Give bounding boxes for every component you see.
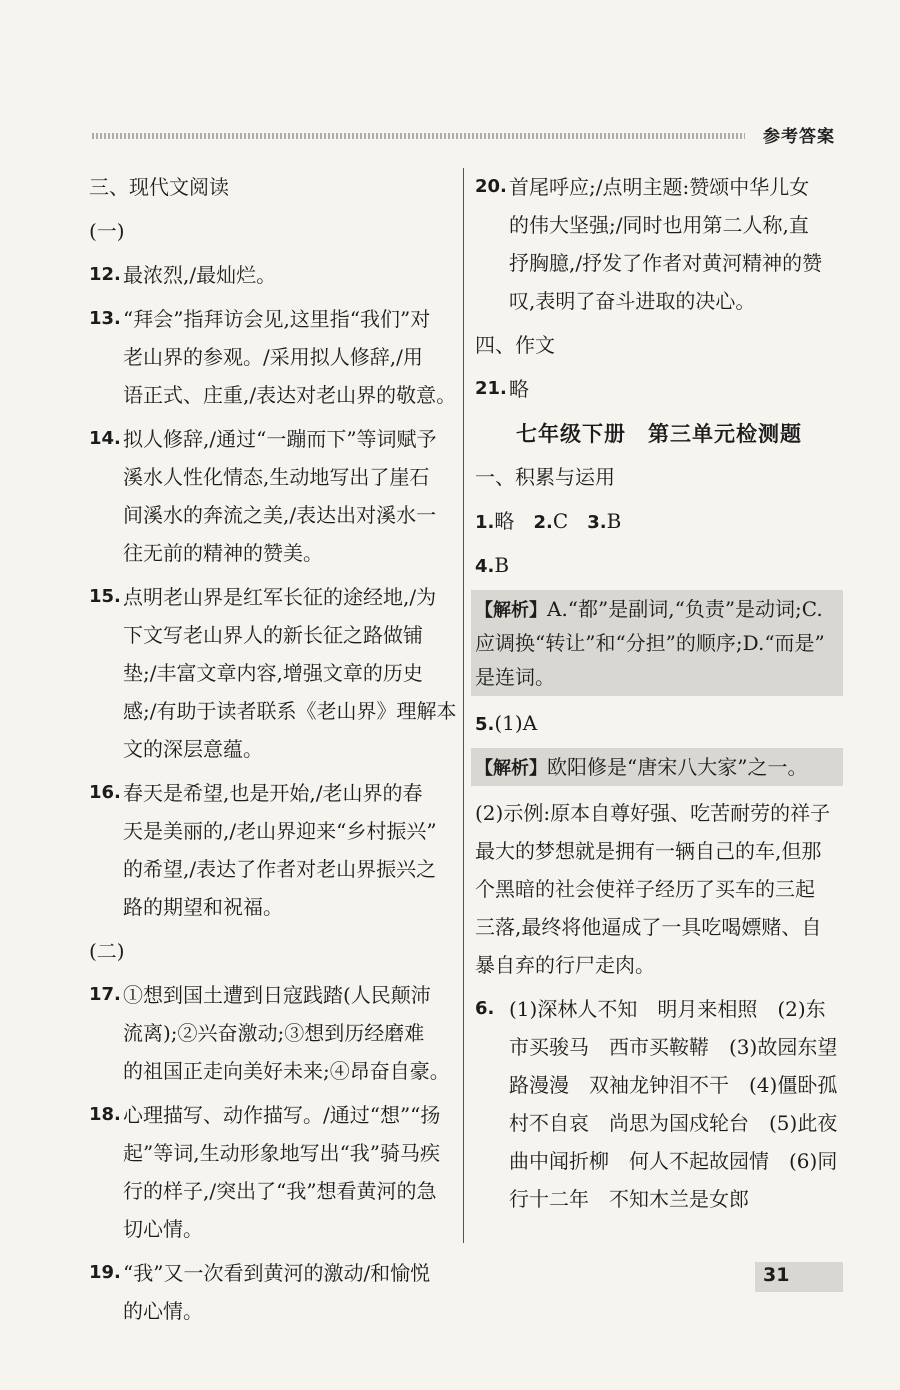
answer-13	[89, 300, 457, 414]
answer-line: 的祖国正走向美好未来;④昂奋自豪。	[123, 1059, 450, 1083]
answer-line: “拜会”指拜访会见,这里指“我们”对	[123, 307, 431, 331]
answer-line: 的希望,/表达了作者对老山界振兴之	[123, 857, 437, 881]
answer-line: 最大的梦想就是拥有一辆自己的车,但那	[475, 839, 822, 863]
answer-line: (2)示例:原本自尊好强、吃苦耐劳的祥子	[475, 801, 831, 825]
answer-line: 点明老山界是红军长征的途经地,/为	[123, 585, 437, 609]
answer-line: 感;/有助于读者联系《老山界》理解本	[123, 699, 457, 723]
question-number: 1.	[475, 512, 495, 533]
answer-line: 行的样子,/突出了“我”想看黄河的急	[123, 1179, 437, 1203]
question-number: 12.	[89, 264, 121, 285]
analysis-tag: 【解析】	[475, 758, 547, 779]
answer-line: 心理描写、动作描写。/通过“想”“扬	[123, 1103, 441, 1127]
answer-line: 叹,表明了奋斗进取的决心。	[509, 289, 756, 313]
answer-line: 老山界的参观。/采用拟人修辞,/用	[123, 345, 423, 369]
answer-line: 起”等词,生动形象地写出“我”骑马疾	[123, 1141, 441, 1165]
answer-line: (1)深林人不知 明月来相照 (2)东	[509, 997, 826, 1021]
analysis-line: 是连词。	[475, 665, 555, 689]
right-column	[475, 168, 843, 1224]
question-number: 6.	[475, 998, 495, 1019]
answer-line: 天是美丽的,/老山界迎来“乡村振兴”	[123, 819, 437, 843]
analysis-tag: 【解析】	[475, 600, 547, 621]
answer-5	[475, 704, 843, 742]
question-number: 5.	[475, 714, 495, 735]
answer-6	[475, 990, 843, 1218]
analysis-line: 欧阳修是“唐宋八大家”之一。	[547, 755, 808, 779]
answer-line: 往无前的精神的赞美。	[123, 541, 323, 565]
answer-18	[89, 1096, 457, 1248]
answer-line: 最浓烈,/最灿烂。	[123, 263, 277, 287]
answer-line: 垫;/丰富文章内容,增强文章的历史	[123, 661, 423, 685]
question-number: 18.	[89, 1104, 121, 1125]
answer-5-part2	[475, 794, 843, 984]
question-number: 21.	[475, 378, 507, 399]
analysis-line: 应调换“转让”和“分担”的顺序;D.“而是”	[475, 631, 825, 655]
answer-line: 间溪水的奔流之美,/表达出对溪水一	[123, 503, 437, 527]
header-dotted-rule	[92, 133, 745, 139]
answer-line: 流离);②兴奋激动;③想到历经磨难	[123, 1021, 425, 1045]
answer-15	[89, 578, 457, 768]
answer-line: 的伟大坚强;/同时也用第二人称,直	[509, 213, 809, 237]
answer-line: 曲中闻折柳 何人不起故园情 (6)同	[509, 1149, 838, 1173]
answer-line: 路的期望和祝福。	[123, 895, 283, 919]
question-number: 13.	[89, 308, 121, 329]
section-heading: 四、作文	[475, 333, 555, 357]
question-number: 17.	[89, 984, 121, 1005]
answer-14	[89, 420, 457, 572]
answer-line: 春天是希望,也是开始,/老山界的春	[123, 781, 423, 805]
question-number: 3.	[587, 512, 607, 533]
answer-line: 三落,最终将他逼成了一具吃喝嫖赌、自	[475, 915, 822, 939]
analysis-line: A.“都”是副词,“负责”是动词;C.	[547, 597, 823, 621]
answer-16	[89, 774, 457, 926]
column-divider	[463, 168, 464, 1243]
question-number: 14.	[89, 428, 121, 449]
answer-line: 行十二年 不知木兰是女郎	[509, 1187, 749, 1211]
answer-line: 切心情。	[123, 1217, 203, 1241]
page-number: 31	[763, 1264, 790, 1286]
section-heading: 三、现代文阅读	[89, 175, 229, 199]
answer-line: ①想到国土遭到日寇践踏(人民颠沛	[123, 983, 431, 1007]
answer-line: 语正式、庄重,/表达对老山界的敬意。	[123, 383, 457, 407]
question-number: 20.	[475, 176, 507, 197]
question-number: 15.	[89, 586, 121, 607]
answer-20	[475, 168, 843, 320]
part-heading: (二)	[89, 939, 125, 963]
answer-value: B	[494, 553, 510, 577]
answer-line: 市买骏马 西市买鞍鞯 (3)故园东望	[509, 1035, 838, 1059]
answer-21	[475, 370, 843, 408]
question-number: 19.	[89, 1262, 121, 1283]
answer-line: “我”又一次看到黄河的激动/和愉悦	[123, 1261, 431, 1285]
answer-line: 首尾呼应;/点明主题:赞颂中华儿女	[509, 175, 810, 199]
answer-line: 下文写老山界人的新长征之路做铺	[123, 623, 423, 647]
question-number: 2.	[533, 512, 553, 533]
unit-title: 七年级下册 第三单元检测题	[516, 422, 802, 446]
analysis-box	[471, 748, 843, 786]
question-number: 16.	[89, 782, 121, 803]
answer-line: 的心情。	[123, 1299, 203, 1323]
answer-value: C	[552, 509, 569, 533]
answer-line: 拟人修辞,/通过“一蹦而下”等词赋予	[123, 427, 437, 451]
answer-line: 暴自弃的行尸走肉。	[475, 953, 655, 977]
section-heading: 一、积累与运用	[475, 465, 615, 489]
header-title: 参考答案	[763, 127, 835, 147]
left-column	[89, 168, 457, 1336]
answer-line: 个黑暗的社会使祥子经历了买车的三起	[475, 877, 815, 901]
answers-1-3	[475, 502, 843, 540]
answer-line: 抒胸臆,/抒发了作者对黄河精神的赞	[509, 251, 823, 275]
answer-value: B	[606, 509, 622, 533]
answer-line: 村不自哀 尚思为国戍轮台 (5)此夜	[509, 1111, 838, 1135]
answer-line: 路漫漫 双袖龙钟泪不干 (4)僵卧孤	[509, 1073, 838, 1097]
answer-12	[89, 256, 457, 294]
answer-value: (1)A	[494, 711, 538, 735]
answer-value: 略	[494, 509, 515, 533]
part-heading: (一)	[89, 219, 125, 243]
answer-line: 略	[509, 377, 529, 401]
answer-4	[475, 546, 843, 584]
answer-19	[89, 1254, 457, 1330]
question-number: 4.	[475, 556, 495, 577]
answer-line: 文的深层意蕴。	[123, 737, 263, 761]
analysis-box	[471, 590, 843, 696]
answer-17	[89, 976, 457, 1090]
answer-line: 溪水人性化情态,生动地写出了崖石	[123, 465, 430, 489]
